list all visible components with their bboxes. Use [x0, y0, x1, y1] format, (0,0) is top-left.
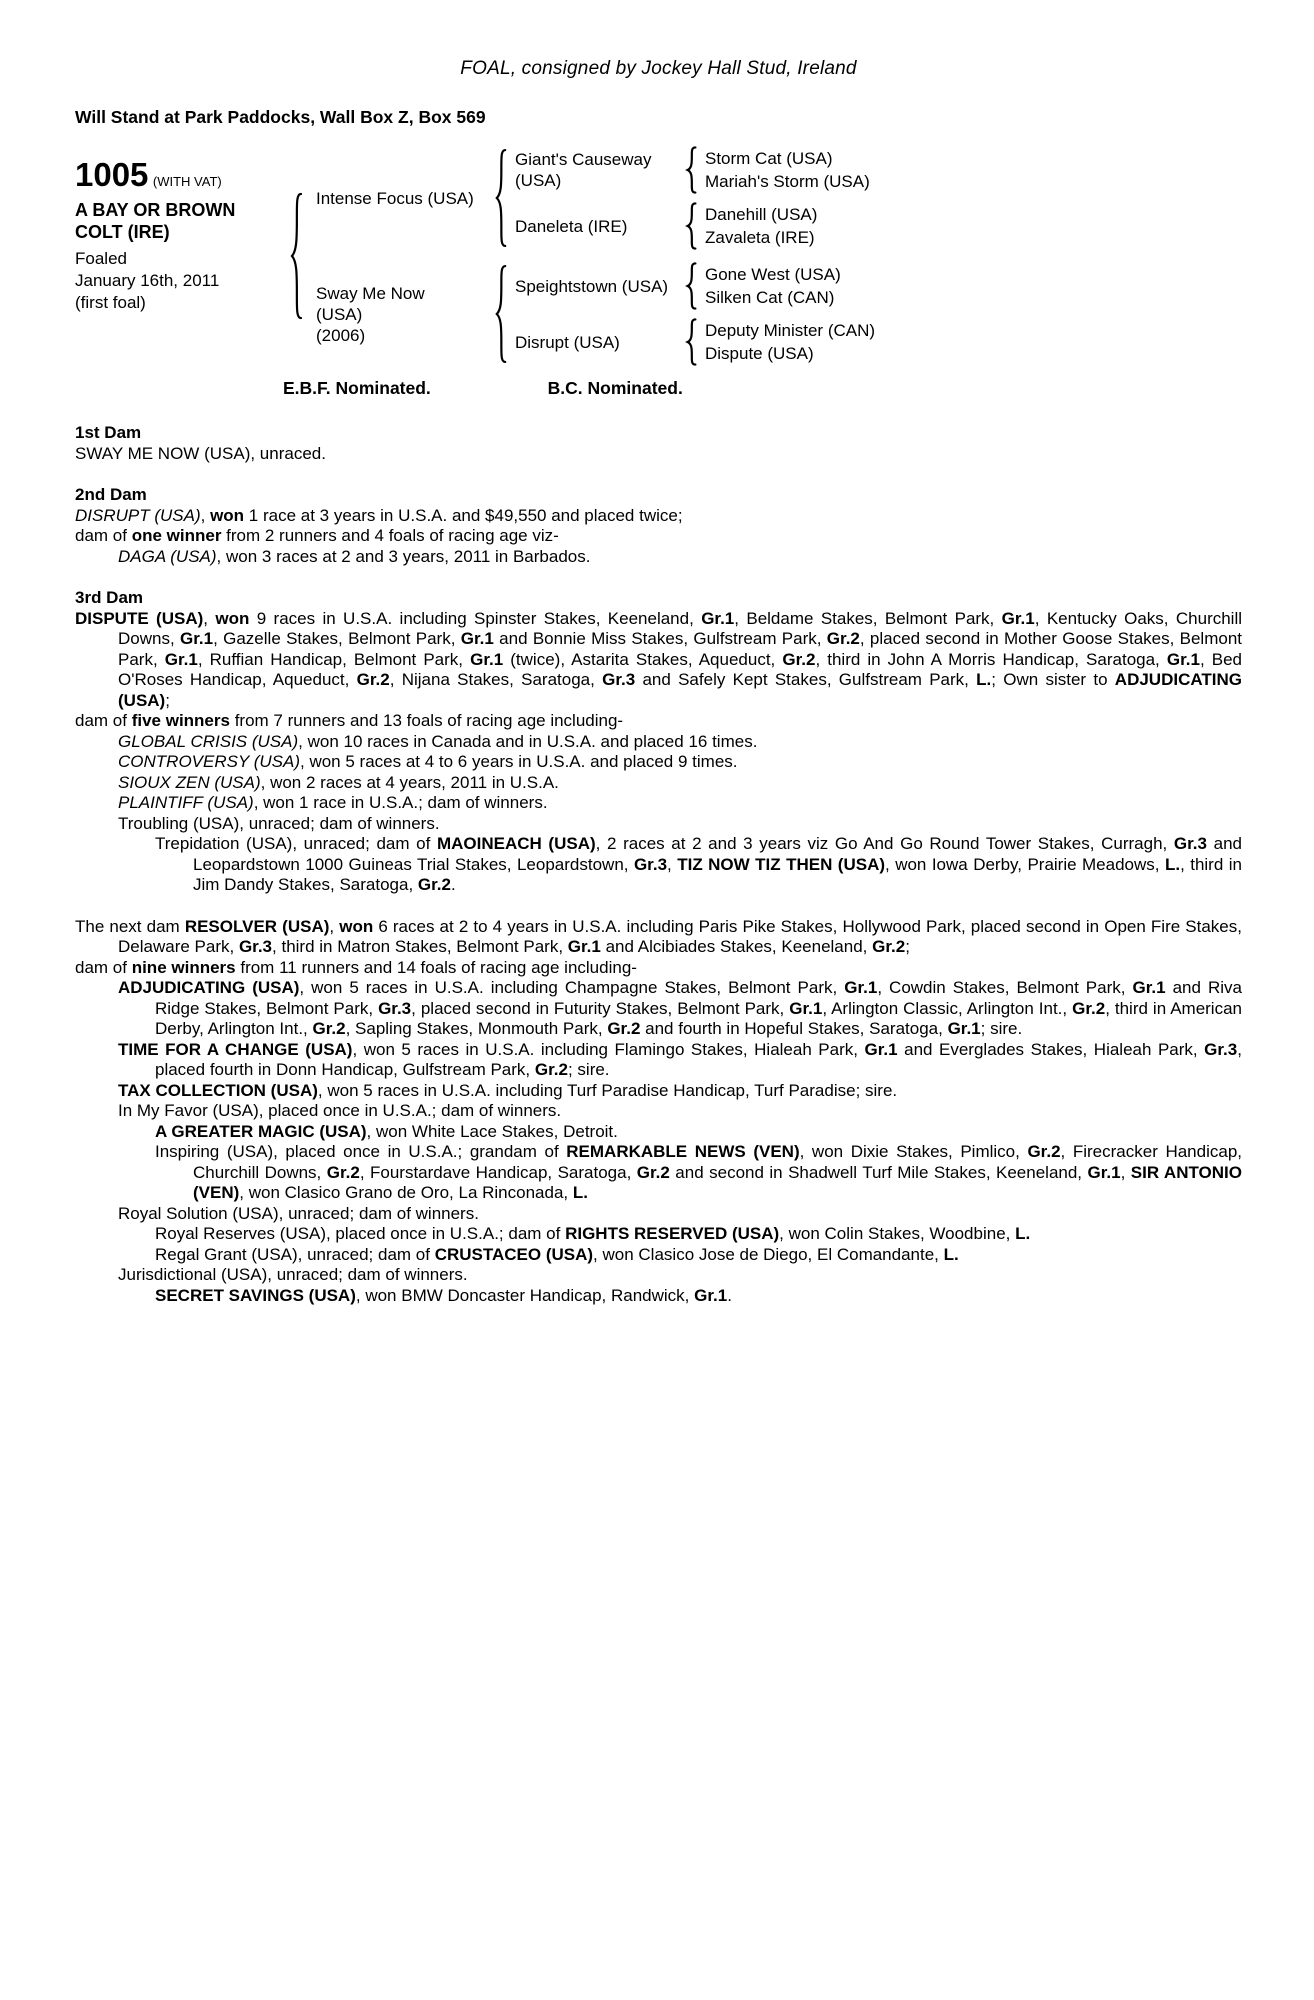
ancestor-name: Danehill (USA) — [705, 205, 818, 224]
foal-date: January 16th, 2011 — [75, 271, 220, 290]
dam-year: (2006) — [316, 325, 366, 345]
pedigree-paragraph: dam of nine winners from 11 runners and 14 foals of racing age including- — [75, 957, 637, 977]
brace-icon — [685, 146, 698, 194]
brace-icon — [494, 147, 508, 249]
foaled-label: Foaled — [75, 249, 127, 268]
catalog-body — [75, 423, 1242, 1306]
pedigree-paragraph: Regal Grant (USA), unraced; dam of CRUSTACEO (USA), won Clasico Jose de Diego, El Comandante, L. — [155, 1244, 959, 1264]
dam-heading: 1st Dam — [75, 423, 142, 442]
dam-half — [310, 262, 875, 366]
brace-icon — [685, 318, 698, 366]
pedigree-paragraph: SECRET SAVINGS (USA), won BMW Doncaster Handicap, Randwick, Gr.1. — [155, 1285, 732, 1305]
pedigree-paragraph: Inspiring (USA), placed once in U.S.A.; grandam of REMARKABLE NEWS (VEN), won Dixie Stakes, Pimlico, Gr.2, Firecracker Handicap, Churchill Downs, Gr.2, Fourstardave Handicap, Saratoga, Gr.2 and second in Shadwell Turf Mile Stakes, Keeneland, Gr.1, SIR ANTONIO (VEN), won Clasico Grano de Oro, La Rinconada, L. — [155, 1142, 1243, 1202]
first-foal-note: (first foal) — [75, 293, 146, 312]
brace-icon — [289, 190, 304, 322]
pedigree-paragraph: PLAINTIFF (USA), won 1 race in U.S.A.; dam of winners. — [118, 793, 548, 812]
pedigree-paragraph: TAX COLLECTION (USA), won 5 races in U.S.A. including Turf Paradise Handicap, Turf Paradise; sire. — [118, 1080, 898, 1100]
pedigree-paragraph: ADJUDICATING (USA), won 5 races in U.S.A. including Champagne Stakes, Belmont Park, Gr.1, Cowdin Stakes, Belmont Park, Gr.1 and Riva Ridge Stakes, Belmont Park, Gr.3, placed second in Futurity Stakes, Belmont Park, Gr.1, Arlington Classic, Arlington Int., Gr.2, third in American Derby, Arlington Int., Gr.2, Sapling Stakes, Monmouth Park, Gr.2 and fourth in Hopeful Stakes, Saratoga, Gr.1; sire. — [118, 978, 1242, 1038]
ancestor-name: Zavaleta (IRE) — [705, 228, 815, 247]
dam-heading: 3rd Dam — [75, 588, 144, 607]
pedigree-block — [75, 146, 1242, 366]
pedigree-paragraph: Troubling (USA), unraced; dam of winners. — [118, 813, 440, 833]
lot-number-row — [75, 158, 287, 192]
brace-icon — [685, 202, 698, 250]
pedigree-paragraph: A GREATER MAGIC (USA), won White Lace Stakes, Detroit. — [155, 1121, 618, 1141]
dam-name — [316, 283, 494, 346]
ancestor-name: Dispute (USA) — [705, 344, 814, 363]
lot-description: A BAY OR BROWN COLT (IRE) — [75, 200, 236, 242]
dam-name-text: Sway Me Now (USA) — [316, 283, 425, 324]
pedigree-paragraph: dam of one winner from 2 runners and 4 foals of racing age viz- — [75, 526, 559, 545]
pedigree-paragraph: SWAY ME NOW (USA), unraced. — [75, 443, 326, 463]
pedigree-paragraph: DISRUPT (USA), won 1 race at 3 years in U.S.A. and $49,550 and placed twice; — [75, 505, 683, 525]
damsire-name: Speightstown (USA) — [515, 276, 669, 296]
ebf-nomination: E.B.F. Nominated. — [283, 378, 431, 398]
pedigree-paragraph: GLOBAL CRISIS (USA), won 10 races in Canada and in U.S.A. and placed 16 times. — [118, 731, 758, 751]
lot-info — [75, 146, 287, 314]
lot-number: 1005 — [75, 156, 149, 193]
grandsire-name: Giant's Causeway (USA) — [515, 150, 652, 190]
damdam-name: Disrupt (USA) — [515, 332, 620, 352]
pedigree-paragraph: Royal Solution (USA), unraced; dam of winners. — [118, 1203, 479, 1223]
ancestor-name: Storm Cat (USA) — [705, 149, 833, 168]
granddam-name: Daneleta (IRE) — [515, 216, 628, 236]
brace-icon — [685, 262, 698, 310]
pedigree-paragraph: CONTROVERSY (USA), won 5 races at 4 to 6 years in U.S.A. and placed 9 times. — [118, 752, 738, 771]
pedigree-paragraph: DAGA (USA), won 3 races at 2 and 3 years, 2011 in Barbados. — [118, 546, 591, 566]
pedigree-paragraph: DISPUTE (USA), won 9 races in U.S.A. including Spinster Stakes, Keeneland, Gr.1, Beldame Stakes, Belmont Park, Gr.1, Kentucky Oaks, Churchill Downs, Gr.1, Gazelle Stakes, Belmont Park, Gr.1 and Bonnie Miss Stakes, Gulfstream Park, Gr.2, placed second in Mother Goose Stakes, Belmont Park, Gr.1, Ruffian Handicap, Belmont Park, Gr.1 (twice), Astarita Stakes, Aqueduct, Gr.2, third in John A Morris Handicap, Saratoga, Gr.1, Bed O'Roses Handicap, Aqueduct, Gr.2, Nijana Stakes, Saratoga, Gr.3 and Safely Kept Stakes, Gulfstream Park, L.; Own sister to ADJUDICATING (USA); — [75, 608, 1243, 710]
pedigree-tree — [310, 146, 875, 366]
sire-name: Intense Focus (USA) — [316, 188, 474, 208]
pedigree-paragraph: Trepidation (USA), unraced; dam of MAOINEACH (USA), 2 races at 2 and 3 years viz Go And Go Round Tower Stakes, Curragh, Gr.3 and Leopardstown 1000 Guineas Trial Stakes, Leopardstown, Gr.3, TIZ NOW TIZ THEN (USA), won Iowa Derby, Prairie Meadows, L., third in Jim Dandy Stakes, Saratoga, Gr.2. — [155, 834, 1242, 894]
dam-heading: 2nd Dam — [75, 485, 147, 504]
sire-half — [310, 146, 875, 250]
pedigree-paragraph: In My Favor (USA), placed once in U.S.A.; dam of winners. — [118, 1101, 562, 1120]
pedigree-paragraph: The next dam RESOLVER (USA), won 6 races at 2 to 4 years in U.S.A. including Paris Pike Stakes, Hollywood Park, placed second in Open Fire Stakes, Delaware Park, Gr.3, third in Matron Stakes, Belmont Park, Gr.1 and Alcibiades Stakes, Keeneland, Gr.2; — [75, 916, 1242, 956]
stand-location-line: Will Stand at Park Paddocks, Wall Box Z, Box 569 — [75, 107, 486, 127]
ancestor-name: Silken Cat (CAN) — [705, 288, 835, 307]
pedigree-paragraph: Royal Reserves (USA), placed once in U.S.A.; dam of RIGHTS RESERVED (USA), won Colin Stakes, Woodbine, L. — [155, 1224, 1031, 1243]
nominations-row — [75, 378, 1242, 399]
ancestor-name: Deputy Minister (CAN) — [705, 321, 876, 340]
pedigree-paragraph: dam of five winners from 7 runners and 13 foals of racing age including- — [75, 711, 624, 730]
consignor-title: FOAL, consigned by Jockey Hall Stud, Ireland — [460, 58, 857, 79]
pedigree-paragraph: TIME FOR A CHANGE (USA), won 5 races in U.S.A. including Flamingo Stakes, Hialeah Park, Gr.1 and Everglades Stakes, Hialeah Park, Gr.3, placed fourth in Donn Handicap, Gulfstream Park, Gr.2; sire. — [118, 1039, 1242, 1079]
lot-vat-note: (WITH VAT) — [152, 174, 222, 189]
pedigree-paragraph: Jurisdictional (USA), unraced; dam of winners. — [118, 1265, 468, 1284]
ancestor-name: Gone West (USA) — [705, 265, 841, 284]
ancestor-name: Mariah's Storm (USA) — [705, 172, 870, 191]
bc-nomination: B.C. Nominated. — [547, 378, 683, 398]
brace-icon — [494, 263, 508, 365]
pedigree-paragraph: SIOUX ZEN (USA), won 2 races at 4 years, 2011 in U.S.A. — [118, 772, 559, 792]
